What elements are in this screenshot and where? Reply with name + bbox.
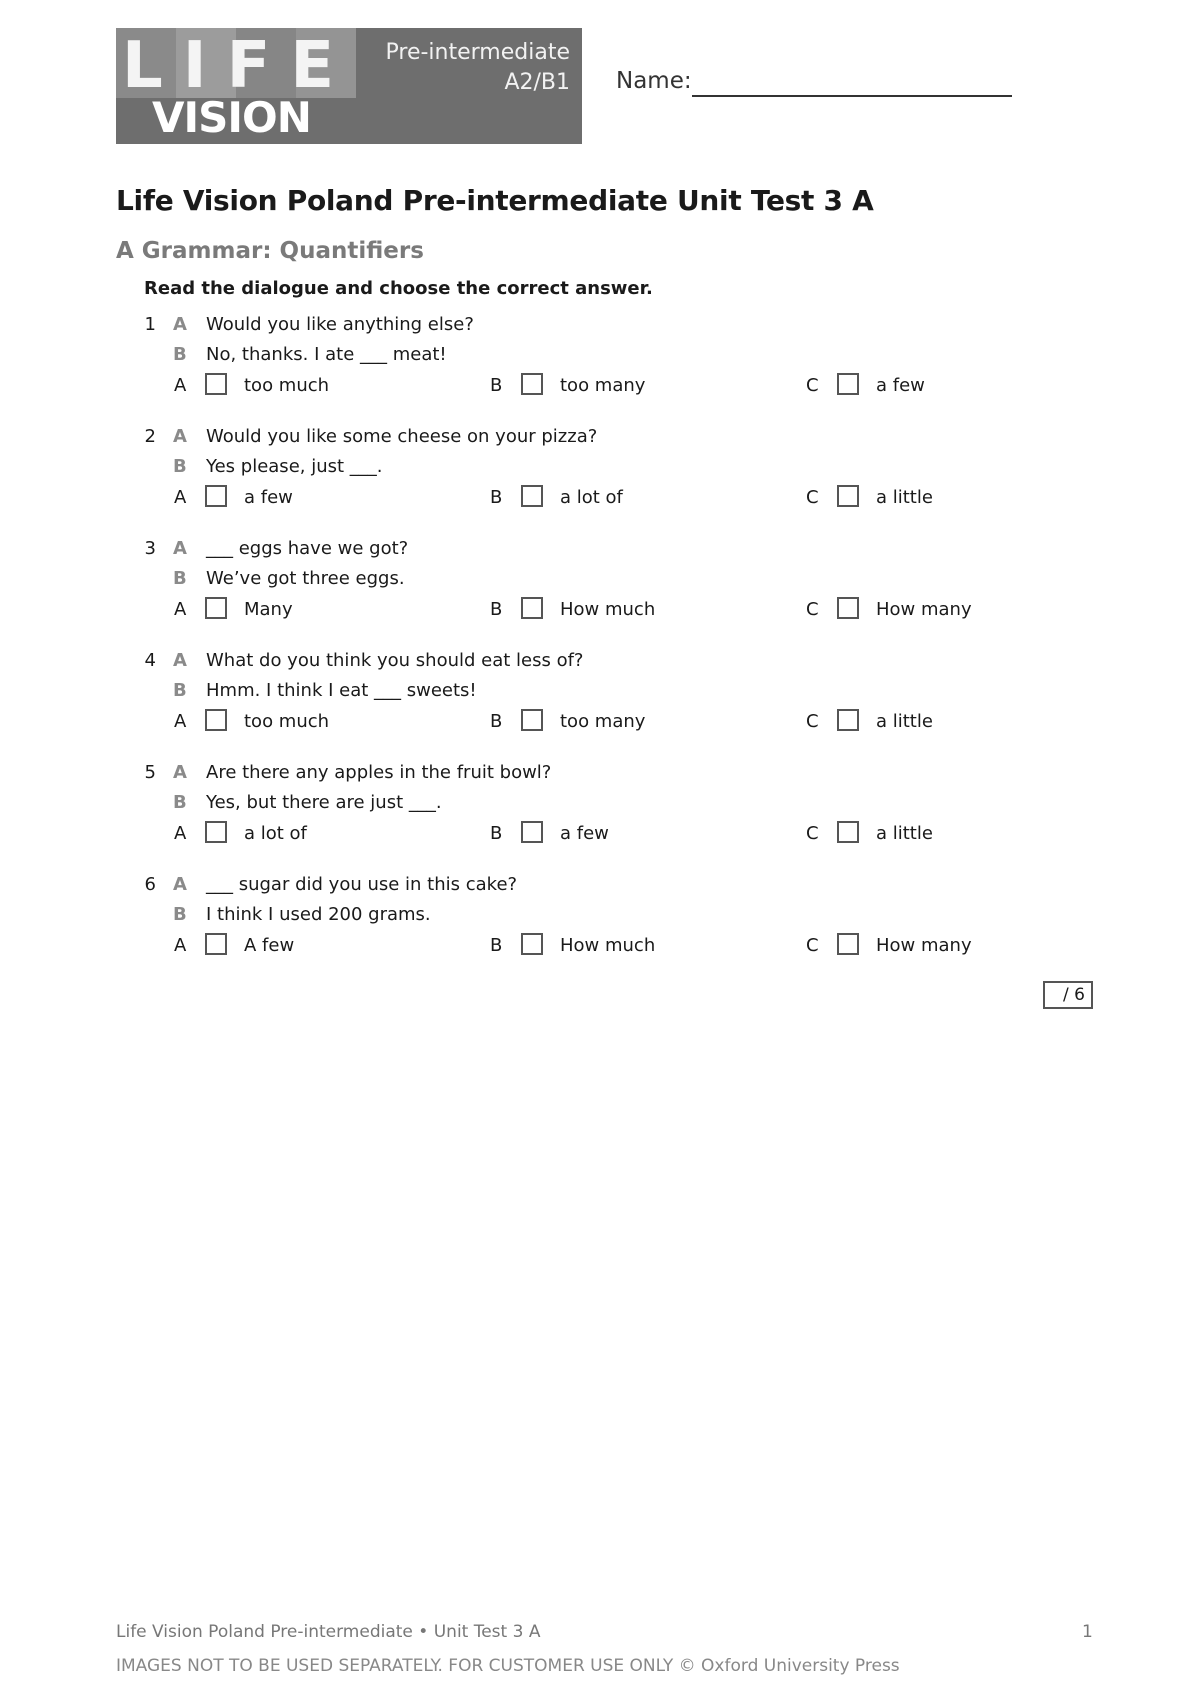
- instruction-text: Read the dialogue and choose the correct answer.: [144, 278, 653, 299]
- header-banner: [116, 28, 582, 144]
- option-text: a few: [244, 487, 293, 508]
- option-text: too many: [560, 375, 646, 396]
- answer-checkbox[interactable]: [205, 821, 227, 843]
- speaker-a-label: A: [173, 538, 187, 559]
- option-letter: B: [490, 711, 503, 732]
- dialogue-line-a: Would you like anything else?: [206, 314, 474, 335]
- option-letter: A: [174, 935, 187, 956]
- option-text: a lot of: [560, 487, 623, 508]
- option-letter: A: [174, 487, 187, 508]
- option-letter: A: [174, 375, 187, 396]
- option-text: a little: [876, 487, 933, 508]
- option-text: too many: [560, 711, 646, 732]
- question-6: [0, 874, 1200, 984]
- question-5: [0, 762, 1200, 872]
- dialogue-line-b: I think I used 200 grams.: [206, 904, 431, 925]
- answer-checkbox[interactable]: [521, 373, 543, 395]
- question-number: 6: [144, 874, 156, 895]
- question-3: [0, 538, 1200, 648]
- option-letter: B: [490, 599, 503, 620]
- option-text: A few: [244, 935, 295, 956]
- dialogue-line-a: What do you think you should eat less of?: [206, 650, 584, 671]
- page-number: 1: [1082, 1622, 1093, 1642]
- option-text: a little: [876, 823, 933, 844]
- option-letter: C: [806, 375, 819, 396]
- answer-checkbox[interactable]: [205, 933, 227, 955]
- option-text: How much: [560, 935, 656, 956]
- dialogue-line-b: We’ve got three eggs.: [206, 568, 405, 589]
- dialogue-line-b: Yes please, just ___.: [206, 456, 383, 477]
- speaker-b-label: B: [173, 344, 187, 365]
- option-letter: C: [806, 823, 819, 844]
- option-text: too much: [244, 375, 330, 396]
- speaker-b-label: B: [173, 568, 187, 589]
- answer-checkbox[interactable]: [837, 597, 859, 619]
- question-4: [0, 650, 1200, 760]
- name-label: Name:: [616, 68, 692, 94]
- dialogue-line-a: ___ sugar did you use in this cake?: [206, 874, 518, 895]
- option-letter: B: [490, 935, 503, 956]
- answer-checkbox[interactable]: [521, 933, 543, 955]
- question-number: 3: [144, 538, 156, 559]
- answer-checkbox[interactable]: [837, 373, 859, 395]
- score-box: / 6: [1043, 981, 1093, 1009]
- page-title: Life Vision Poland Pre-intermediate Unit Test 3 A: [116, 184, 874, 217]
- option-letter: A: [174, 711, 187, 732]
- answer-checkbox[interactable]: [837, 709, 859, 731]
- answer-checkbox[interactable]: [521, 821, 543, 843]
- copyright-notice: IMAGES NOT TO BE USED SEPARATELY. FOR CUSTOMER USE ONLY © Oxford University Press: [116, 1656, 900, 1676]
- question-1: [0, 314, 1200, 424]
- question-2: [0, 426, 1200, 536]
- option-letter: B: [490, 823, 503, 844]
- dialogue-line-a: Would you like some cheese on your pizza?: [206, 426, 598, 447]
- speaker-a-label: A: [173, 426, 187, 447]
- speaker-a-label: A: [173, 650, 187, 671]
- speaker-b-label: B: [173, 792, 187, 813]
- name-field[interactable]: [692, 95, 1012, 97]
- option-letter: C: [806, 599, 819, 620]
- option-letter: A: [174, 599, 187, 620]
- option-letter: B: [490, 487, 503, 508]
- logo-vision-text: VISION: [152, 93, 311, 142]
- option-letter: C: [806, 487, 819, 508]
- option-text: a few: [560, 823, 609, 844]
- option-letter: A: [174, 823, 187, 844]
- speaker-b-label: B: [173, 680, 187, 701]
- answer-checkbox[interactable]: [837, 933, 859, 955]
- section-heading: A Grammar: Quantifiers: [116, 238, 424, 264]
- option-text: a few: [876, 375, 925, 396]
- question-number: 4: [144, 650, 156, 671]
- footer-title: Life Vision Poland Pre-intermediate • Unit Test 3 A: [116, 1622, 541, 1642]
- answer-checkbox[interactable]: [837, 821, 859, 843]
- speaker-a-label: A: [173, 314, 187, 335]
- option-text: How many: [876, 599, 972, 620]
- answer-checkbox[interactable]: [521, 485, 543, 507]
- answer-checkbox[interactable]: [205, 709, 227, 731]
- dialogue-line-a: ___ eggs have we got?: [206, 538, 409, 559]
- option-text: How many: [876, 935, 972, 956]
- speaker-b-label: B: [173, 456, 187, 477]
- dialogue-line-a: Are there any apples in the fruit bowl?: [206, 762, 552, 783]
- option-text: How much: [560, 599, 656, 620]
- speaker-b-label: B: [173, 904, 187, 925]
- speaker-a-label: A: [173, 874, 187, 895]
- answer-checkbox[interactable]: [205, 597, 227, 619]
- dialogue-line-b: Yes, but there are just ___.: [206, 792, 442, 813]
- answer-checkbox[interactable]: [521, 709, 543, 731]
- answer-checkbox[interactable]: [205, 373, 227, 395]
- dialogue-line-b: Hmm. I think I eat ___ sweets!: [206, 680, 477, 701]
- level-line-2: A2/B1: [504, 70, 570, 95]
- option-letter: B: [490, 375, 503, 396]
- dialogue-line-b: No, thanks. I ate ___ meat!: [206, 344, 447, 365]
- option-text: Many: [244, 599, 293, 620]
- question-number: 1: [144, 314, 156, 335]
- speaker-a-label: A: [173, 762, 187, 783]
- option-text: a little: [876, 711, 933, 732]
- option-text: a lot of: [244, 823, 307, 844]
- option-letter: C: [806, 711, 819, 732]
- question-number: 2: [144, 426, 156, 447]
- logo-life-text: LIFE: [122, 29, 355, 103]
- question-number: 5: [144, 762, 156, 783]
- option-text: too much: [244, 711, 330, 732]
- option-letter: C: [806, 935, 819, 956]
- answer-checkbox[interactable]: [521, 597, 543, 619]
- level-line-1: Pre-intermediate: [385, 40, 570, 65]
- answer-checkbox[interactable]: [837, 485, 859, 507]
- answer-checkbox[interactable]: [205, 485, 227, 507]
- level-label: [386, 38, 570, 98]
